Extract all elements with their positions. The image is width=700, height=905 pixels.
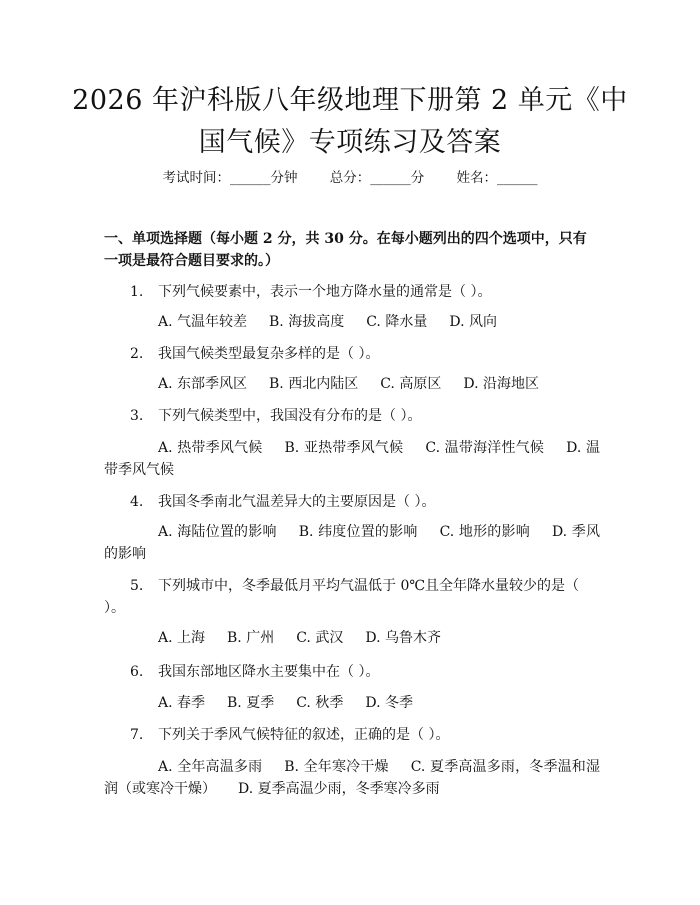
option-c: C. 秋季 [296, 695, 344, 711]
option-d: D. 乌鲁木齐 [365, 630, 441, 646]
question-number: 3. [130, 408, 144, 424]
question-text: 下列城市中，冬季最低月平均气温低于 0℃且全年降水量较少的是（ ）。 [104, 578, 580, 616]
question-number: 1. [130, 284, 144, 300]
option-a: A. 热带季风气候 [158, 440, 263, 456]
question-2 [104, 343, 600, 365]
question-3 [104, 405, 600, 427]
question-text: 下列气候类型中，我国没有分布的是（ ）。 [158, 408, 422, 424]
question-text: 我国冬季南北气温差异大的主要原因是（ ）。 [158, 494, 436, 510]
option-a: A. 东部季风区 [158, 376, 248, 392]
exam-time: 考试时间：______分钟 [162, 170, 298, 186]
option-b: B. 纬度位置的影响 [298, 524, 418, 540]
question-number: 4. [130, 494, 144, 510]
question-text: 我国东部地区降水主要集中在（ ）。 [158, 664, 380, 680]
option-c: C. 温带海洋性气候 [425, 440, 545, 456]
option-d: D. 冬季 [365, 695, 413, 711]
option-b: B. 西北内陆区 [269, 376, 359, 392]
option-c: C. 降水量 [366, 314, 428, 330]
option-a: A. 全年高温多雨 [158, 759, 263, 775]
question-6 [104, 661, 600, 683]
option-d: D. 温带季风气候 [104, 440, 600, 478]
title-line-2: 国气候》专项练习及答案 [198, 127, 502, 158]
option-b: B. 海拔高度 [269, 314, 345, 330]
option-a: A. 上海 [158, 630, 206, 646]
exam-total-score: 总分：______分 [329, 170, 425, 186]
exam-meta [0, 166, 700, 186]
option-d: D. 季风的影响 [104, 524, 600, 562]
question-number: 2. [130, 346, 144, 362]
question-number: 7. [130, 727, 144, 743]
option-a: A. 海陆位置的影响 [158, 524, 277, 540]
question-7-options [104, 756, 600, 800]
option-d: D. 夏季高温少雨，冬季寒冷多雨 [238, 781, 440, 797]
option-a: A. 气温年较差 [158, 314, 248, 330]
question-5-options [104, 627, 600, 649]
question-4-options [104, 521, 600, 565]
option-d: D. 沿海地区 [463, 376, 539, 392]
question-2-options [104, 373, 600, 395]
question-1-options [104, 311, 600, 333]
option-a: A. 春季 [158, 695, 206, 711]
question-3-options [104, 437, 600, 481]
option-c: C. 高原区 [380, 376, 442, 392]
question-5 [104, 575, 600, 619]
option-d: D. 风向 [449, 314, 497, 330]
question-number: 6. [130, 664, 144, 680]
section-title: 一、单项选择题（每小题 2 分，共 30 分。在每小题列出的四个选项中，只有一项是最符合题目要求的。） [104, 231, 587, 269]
option-b: B. 广州 [227, 630, 275, 646]
document-title [60, 80, 640, 164]
option-c: C. 夏季高温多雨，冬季温和湿润（或寒冷干燥） [104, 759, 600, 797]
question-number: 5. [130, 578, 144, 594]
option-c: C. 地形的影响 [439, 524, 530, 540]
question-4 [104, 491, 600, 513]
option-b: B. 夏季 [227, 695, 275, 711]
option-b: B. 全年寒冷干燥 [284, 759, 389, 775]
student-name: 姓名：______ [456, 170, 538, 186]
option-c: C. 武汉 [296, 630, 344, 646]
question-text: 我国气候类型最复杂多样的是（ ）。 [158, 346, 380, 362]
question-1 [104, 281, 600, 303]
question-text: 下列气候要素中，表示一个地方降水量的通常是（ ）。 [158, 284, 492, 300]
option-b: B. 亚热带季风气候 [284, 440, 404, 456]
question-text: 下列关于季风气候特征的叙述，正确的是（ ）。 [158, 727, 450, 743]
question-6-options [104, 692, 600, 714]
question-7 [104, 724, 600, 746]
title-line-1: 2026 年沪科版八年级地理下册第 2 单元《中 [72, 85, 628, 116]
